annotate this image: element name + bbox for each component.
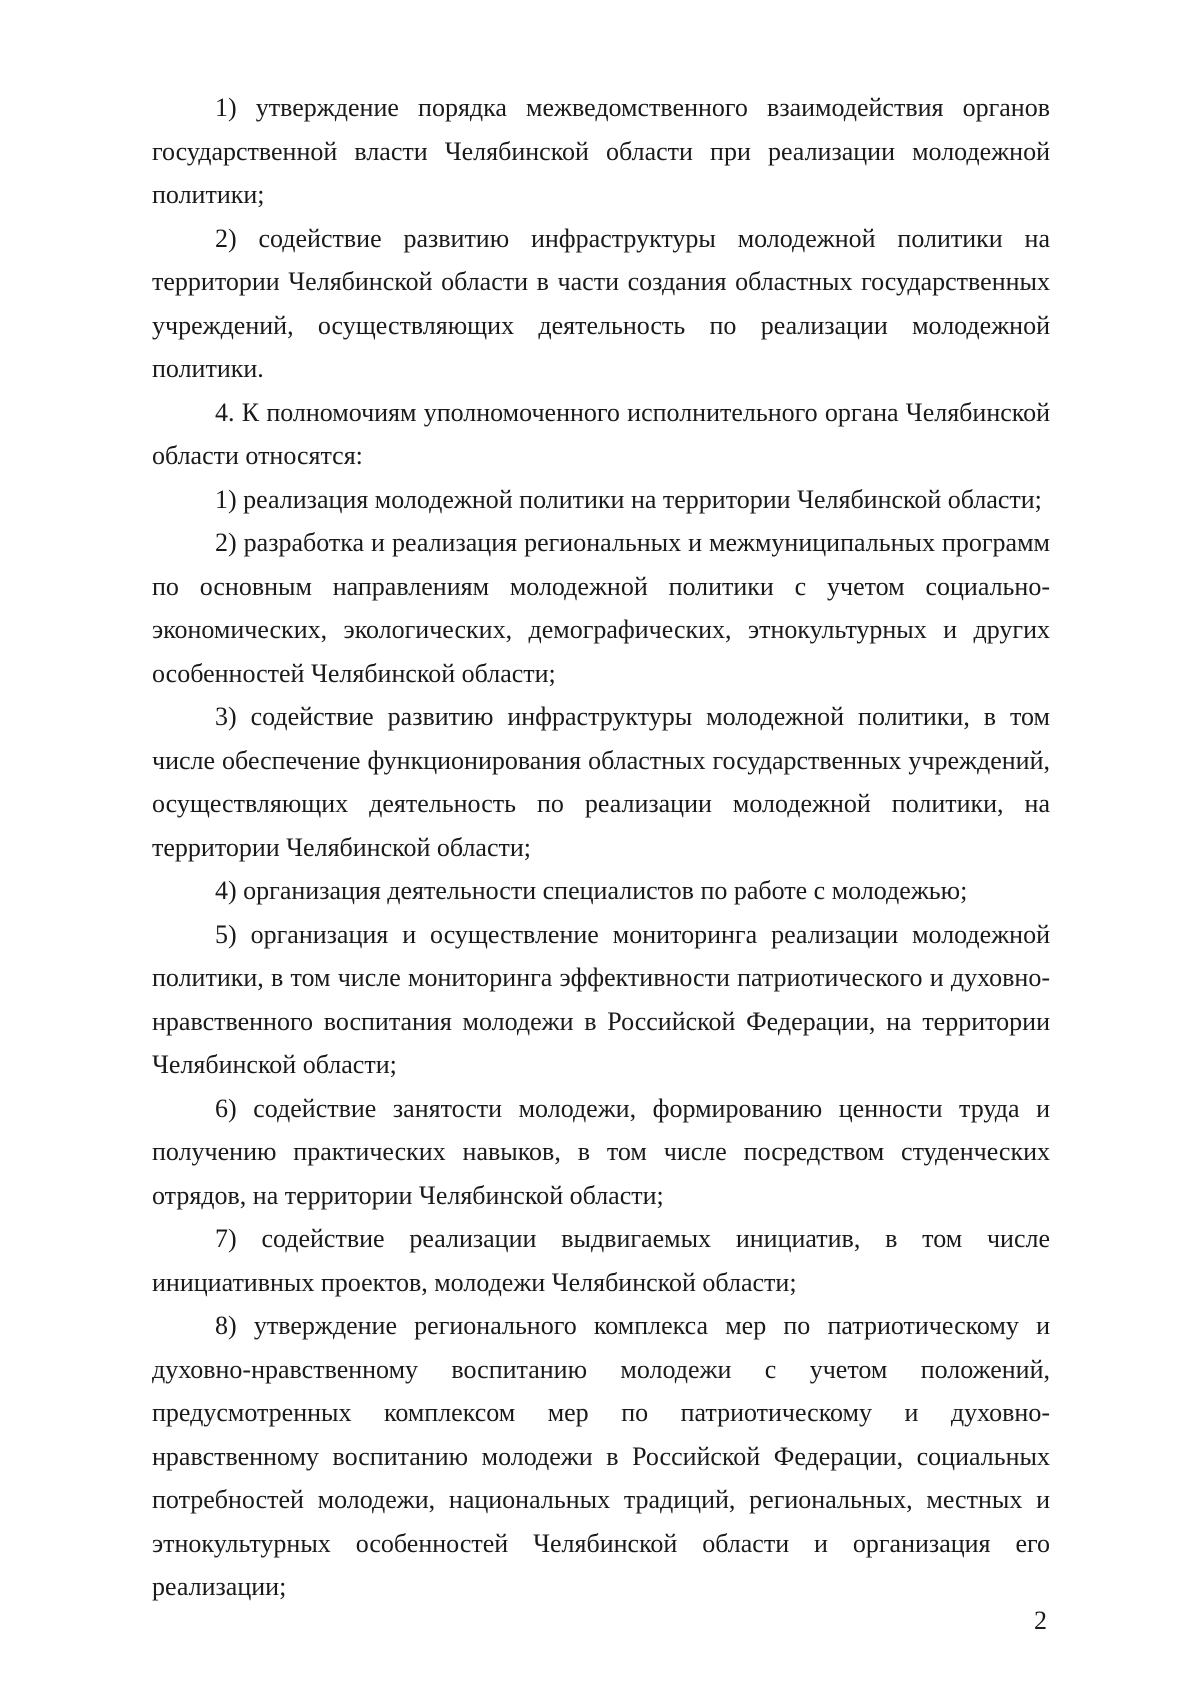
paragraph-4-6: 6) содействие занятости молодежи, формированию ценности труда и получению практических навыков, в том числе посредством студенческих отрядов, на территории Челябинской области;: [152, 1093, 1050, 1210]
paragraph-3-1: 1) утверждение порядка межведомственного взаимодействия органов государственной власти Челябинской области при реализации молодежной политики;: [152, 93, 1050, 209]
paragraph-4-5: 5) организация и осуществление мониторинга реализации молодежной политики, в том числе мониторинга эффективности патриотического и духовно-нравственного воспитания молодежи в Российской Федерации, на территории Челябинской области;: [152, 919, 1050, 1079]
paragraph-4-4: 4) организация деятельности специалистов по работе с молодежью;: [215, 876, 968, 905]
paragraph-4-2: 2) разработка и реализация региональных и межмуниципальных программ по основным направлениям молодежной политики с учетом социально-экономических, экологических, демографических, этнокультурных и других особенностей Челябинской области;: [152, 528, 1050, 688]
paragraph-4-7: 7) содействие реализации выдвигаемых инициатив, в том числе инициативных проектов, молодежи Челябинской области;: [152, 1224, 1050, 1297]
paragraph-4-1: 1) реализация молодежной политики на территории Челябинской области;: [215, 484, 1042, 514]
page-number: 2: [1034, 1606, 1047, 1635]
paragraph-4-8: 8) утверждение регионального комплекса мер по патриотическому и духовно-нравственному воспитанию молодежи с учетом положений, предусмотренных комплексом мер по патриотическому и духовно-нравственному воспитанию молодежи в Российской Федерации, социальных потребностей молодежи, национальных традиций, региональных, местных и этнокультурных особенностей Челябинской области и организация его реализации;: [152, 1311, 1050, 1601]
paragraph-4: 4. К полномочиям уполномоченного исполнительного органа Челябинской области относятся:: [152, 397, 1050, 470]
body-text: [152, 86, 1050, 1609]
paragraph-4-3: 3) содействие развитию инфраструктуры молодежной политики, в том числе обеспечение функционирования областных государственных учреждений, осуществляющих деятельность по реализации молодежной политики, на территории Челябинской области;: [152, 702, 1050, 862]
paragraph-3-2: 2) содействие развитию инфраструктуры молодежной политики на территории Челябинской области в части создания областных государственных учреждений, осуществляющих деятельность по реализации молодежной политики.: [152, 223, 1050, 383]
